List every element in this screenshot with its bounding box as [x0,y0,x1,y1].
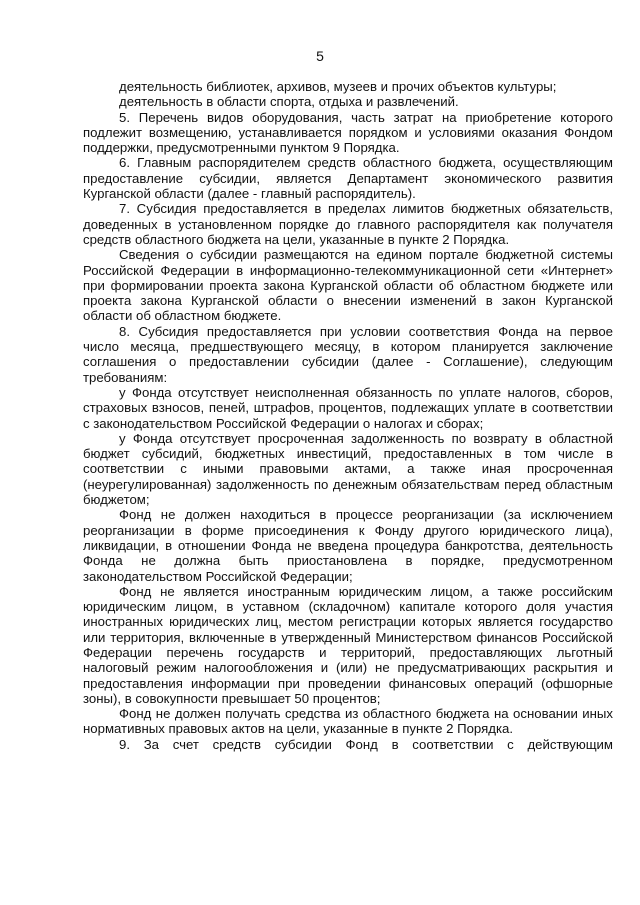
paragraph-item-6: 6. Главным распорядителем средств областного бюджета, осуществляющим предоставление субсидии, является Департамент экономического развития Курганской области (далее - главный распорядитель). [83,155,613,202]
paragraph-requirement-taxes: у Фонда отсутствует неисполненная обязанность по уплате налогов, сборов, страховых взносов, пеней, штрафов, процентов, подлежащих уплате в соответствии с законодательством Российской Федерации о налогах и сборах; [83,384,613,431]
document-body [83,79,613,752]
paragraph-activity-sport: деятельность в области спорта, отдыха и развлечений. [119,94,459,110]
paragraph-requirement-other-funds: Фонд не должен получать средства из областного бюджета на основании иных нормативных правовых актов на цели, указанные в пункте 2 Порядка. [83,706,613,737]
paragraph-requirement-debt: у Фонда отсутствует просроченная задолженность по возврату в областной бюджет субсидий, бюджетных инвестиций, предоставленных в том числе в соответствии с иными правовыми актами, а также иная просроченная (неурегулированная) задолженность по денежным обязательствам перед областным бюджетом; [83,430,613,508]
paragraph-subsidy-info: Сведения о субсидии размещаются на едином портале бюджетной системы Российской Федерации в информационно-телекоммуникационной сети «Интернет» при формировании проекта закона Курганской области об областном бюджете или проекта закона Курганской области о внесении изменений в закон Курганской области об областном бюджете. [83,247,613,324]
paragraph-item-5: 5. Перечень видов оборудования, часть затрат на приобретение которого подлежит возмещению, устанавливается порядком и условиями оказания Фондом поддержки, предусмотренными пунктом 9 Порядка. [83,109,613,156]
page-number: 5 [316,48,324,64]
paragraph-requirement-reorganization: Фонд не должен находиться в процессе реорганизации (за исключением реорганизации в форме присоединения к Фонду другого юридического лица), ликвидации, в отношении Фонда не введена процедура банкротства, деятельность Фонда не должна быть приостановлена в порядке, предусмотренном законодательством Российской Федерации; [83,507,613,584]
paragraph-activity-culture: деятельность библиотек, архивов, музеев и прочих объектов культуры; [119,79,557,94]
paragraph-item-7: 7. Субсидия предоставляется в пределах лимитов бюджетных обязательств, доведенных в установленном порядке до главного распорядителя как получателя средств областного бюджета на цели, указанные в пункте 2 Порядка. [83,201,613,247]
paragraph-item-9: 9. За счет средств субсидии Фонд в соответствии с действующим [119,736,613,752]
paragraph-requirement-foreign-entity: Фонд не является иностранным юридическим лицом, а также российским юридическим лицом, в уставном (складочном) капитале которого доля участия иностранных юридических лиц, местом регистрации которых является государство или территория, включенные в утвержденный Министерством финансов Российской Федерации перечень государств и территорий, предоставляющих льготный налоговый режим налогообложения и (или) не предусматривающих раскрытия и предоставления информации при проведении финансовых операций (офшорные зоны), в совокупности превышает 50 процентов; [83,583,613,706]
paragraph-item-8: 8. Субсидия предоставляется при условии соответствия Фонда на первое число месяца, предшествующего месяцу, в котором планируется заключение соглашения о предоставлении субсидии (далее - Соглашение), следующим требованиям: [83,323,613,385]
